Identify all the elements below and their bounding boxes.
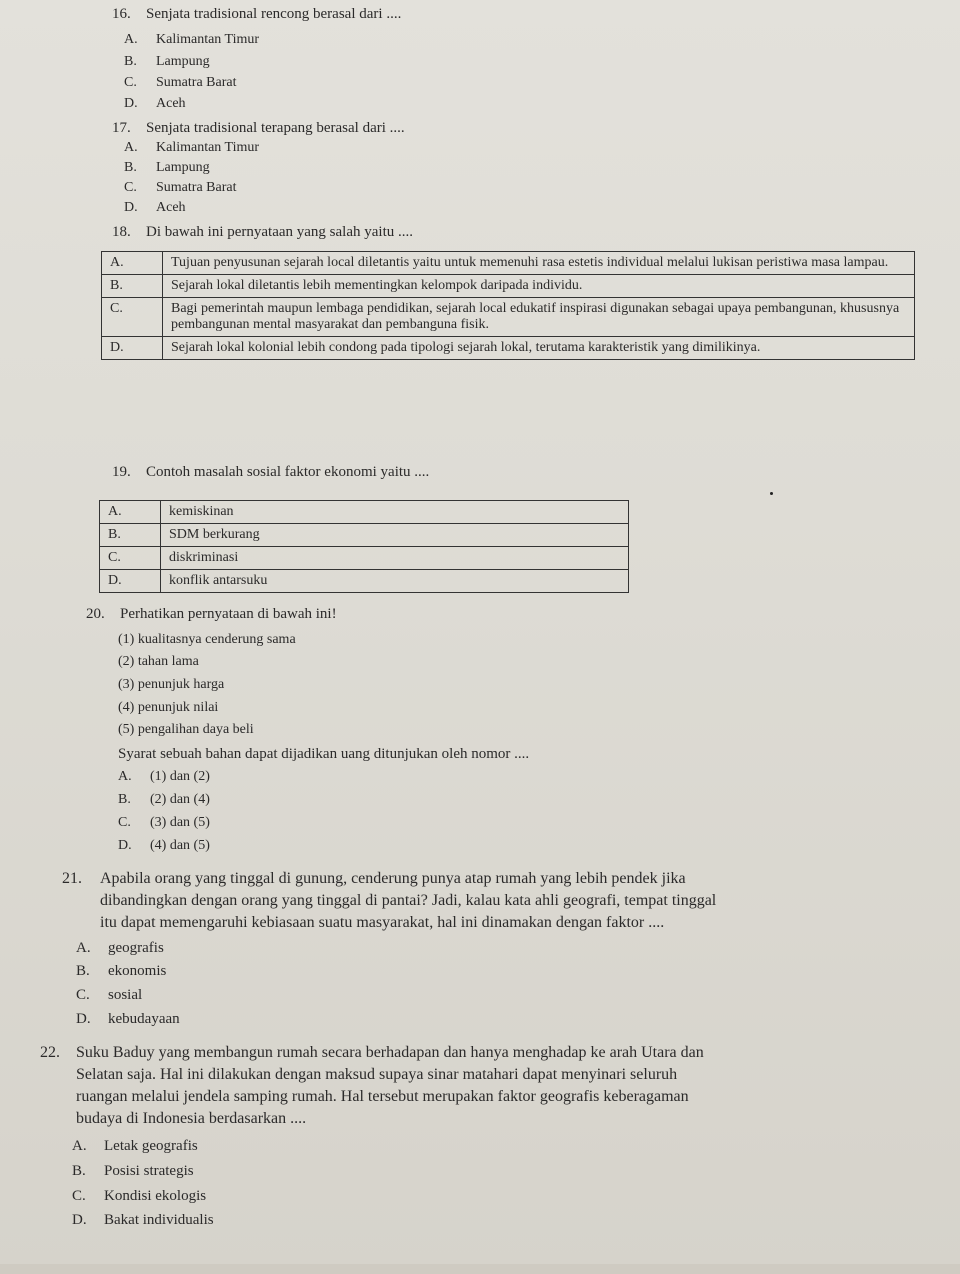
option-letter: B. — [118, 792, 131, 807]
table-row[interactable] — [100, 570, 629, 593]
question-18-text: Di bawah ini pernyataan yang salah yaitu .... — [146, 224, 413, 240]
question-16-option-c[interactable] — [124, 75, 236, 91]
question-21-option-b[interactable] — [76, 963, 166, 980]
option-letter: C. — [124, 75, 137, 90]
option-letter: D. — [100, 570, 161, 593]
table-row[interactable] — [102, 252, 915, 275]
option-letter: B. — [124, 160, 137, 175]
question-20-option-d[interactable] — [118, 838, 210, 854]
option-text: (4) dan (5) — [150, 838, 210, 853]
question-21-option-c[interactable] — [76, 987, 142, 1004]
option-text: Lampung — [156, 54, 210, 69]
option-letter: D. — [118, 838, 132, 853]
option-text: Sumatra Barat — [156, 75, 237, 90]
question-17-option-a[interactable] — [124, 140, 259, 156]
question-20-prompt: Syarat sebuah bahan dapat dijadikan uang ditunjukan oleh nomor .... — [118, 746, 530, 762]
option-text: ekonomis — [108, 963, 167, 979]
option-letter: A. — [124, 32, 138, 47]
option-text: kemiskinan — [161, 501, 629, 524]
question-22-option-b[interactable] — [72, 1163, 194, 1180]
option-text: Posisi strategis — [104, 1163, 194, 1179]
question-22-line: Selatan saja. Hal ini dilakukan dengan maksud supaya sinar matahari dapat menyinari seluruh — [76, 1066, 678, 1083]
option-letter: D. — [102, 337, 163, 360]
option-letter: A. — [118, 769, 132, 784]
statement-4: (4) penunjuk nilai — [118, 700, 219, 715]
speck-dot — [770, 492, 773, 495]
option-text: Sumatra Barat — [156, 180, 237, 195]
question-22-line: ruangan melalui jendela samping rumah. Hal tersebut merupakan faktor geografis keberagaman — [76, 1088, 689, 1105]
option-letter: B. — [102, 275, 163, 298]
option-text: SDM berkurang — [161, 524, 629, 547]
option-text: diskriminasi — [161, 547, 629, 570]
statement-5: (5) pengalihan daya beli — [118, 722, 254, 737]
option-letter: C. — [72, 1188, 86, 1204]
question-21-option-a[interactable] — [76, 940, 164, 957]
option-text: (3) dan (5) — [150, 815, 210, 830]
option-letter: B. — [100, 524, 161, 547]
option-text: Aceh — [156, 200, 186, 215]
question-17-option-c[interactable] — [124, 180, 236, 196]
question-22-line: budaya di Indonesia berdasarkan .... — [76, 1110, 307, 1127]
question-20-option-c[interactable] — [118, 815, 210, 831]
option-text: (2) dan (4) — [150, 792, 210, 807]
question-21-text — [100, 868, 952, 934]
option-letter: A. — [102, 252, 163, 275]
table-row[interactable] — [102, 298, 915, 337]
question-17-option-d[interactable] — [124, 200, 186, 216]
option-letter: C. — [100, 547, 161, 570]
question-22-number: 22. — [40, 1044, 60, 1061]
option-text: Sejarah lokal kolonial lebih condong pada tipologi sejarah lokal, terutama karakteristik yang dimilikinya. — [163, 337, 915, 360]
question-21-line: itu dapat memengaruhi kebiasaan suatu masyarakat, hal ini dinamakan dengan faktor .... — [100, 914, 665, 931]
option-text: Sejarah lokal diletantis lebih mementingkan kelompok daripada individu. — [163, 275, 915, 298]
option-text: geografis — [108, 940, 164, 956]
question-17-number: 17. — [112, 120, 131, 136]
option-text: Bagi pemerintah maupun lembaga pendidikan, sejarah local edukatif inspirasi digunakan sebagai upaya pembangunan, khususnya pembangunan mental masyarakat dan pembanguna fisik. — [163, 298, 915, 337]
question-16-number: 16. — [112, 6, 131, 22]
option-letter: D. — [76, 1011, 91, 1027]
question-18-table — [101, 251, 915, 360]
question-19-text: Contoh masalah sosial faktor ekonomi yaitu .... — [146, 464, 430, 480]
question-21-number: 21. — [62, 870, 82, 887]
question-20-option-a[interactable] — [118, 769, 210, 785]
question-22-option-c[interactable] — [72, 1188, 206, 1205]
option-text: Kalimantan Timur — [156, 32, 260, 47]
question-16-text: Senjata tradisional rencong berasal dari .... — [146, 6, 402, 22]
statement-3: (3) penunjuk harga — [118, 677, 225, 692]
option-letter: A. — [124, 140, 138, 155]
question-21-line: dibandingkan dengan orang yang tinggal di pantai? Jadi, kalau kata ahli geografi, tempat tinggal — [100, 892, 717, 909]
table-row[interactable] — [100, 501, 629, 524]
option-text: (1) dan (2) — [150, 769, 210, 784]
statement-2: (2) tahan lama — [118, 654, 199, 669]
option-text: Lampung — [156, 160, 210, 175]
option-letter: A. — [76, 940, 91, 956]
option-letter: A. — [100, 501, 161, 524]
question-20-text: Perhatikan pernyataan di bawah ini! — [120, 606, 337, 622]
option-letter: C. — [76, 987, 90, 1003]
question-18-number: 18. — [112, 224, 131, 240]
option-letter: D. — [124, 96, 138, 111]
table-row[interactable] — [100, 524, 629, 547]
table-row[interactable] — [102, 275, 915, 298]
question-16-option-b[interactable] — [124, 54, 210, 70]
option-letter: B. — [72, 1163, 86, 1179]
question-22-text — [76, 1042, 952, 1130]
question-22-option-d[interactable] — [72, 1212, 214, 1229]
option-text: kebudayaan — [108, 1011, 180, 1027]
question-17-text: Senjata tradisional terapang berasal dari .... — [146, 120, 405, 136]
question-17-option-b[interactable] — [124, 160, 210, 176]
option-letter: D. — [124, 200, 138, 215]
option-text: sosial — [108, 987, 143, 1003]
option-letter: B. — [124, 54, 137, 69]
question-19-table — [99, 500, 629, 593]
page-bottom-edge — [0, 1264, 960, 1274]
option-text: Kondisi ekologis — [104, 1188, 207, 1204]
option-letter: C. — [118, 815, 131, 830]
option-letter: C. — [102, 298, 163, 337]
question-16-option-d[interactable] — [124, 96, 186, 112]
question-22-option-a[interactable] — [72, 1138, 198, 1155]
option-text: Kalimantan Timur — [156, 140, 260, 155]
question-22-line: Suku Baduy yang membangun rumah secara berhadapan dan hanya menghadap ke arah Utara dan — [76, 1044, 704, 1061]
table-row[interactable] — [102, 337, 915, 360]
option-letter: A. — [72, 1138, 87, 1154]
option-text: konflik antarsuku — [161, 570, 629, 593]
option-letter: B. — [76, 963, 90, 979]
question-20-number: 20. — [86, 606, 105, 622]
option-letter: C. — [124, 180, 137, 195]
option-text: Tujuan penyusunan sejarah local diletantis yaitu untuk memenuhi rasa estetis individual melalui lukisan peristiwa masa lampau. — [163, 252, 915, 275]
question-21-line: Apabila orang yang tinggal di gunung, cenderung punya atap rumah yang lebih pendek jika — [100, 870, 686, 887]
option-text: Aceh — [156, 96, 186, 111]
table-row[interactable] — [100, 547, 629, 570]
statement-1: (1) kualitasnya cenderung sama — [118, 632, 296, 647]
question-16-option-a[interactable] — [124, 32, 259, 48]
question-21-option-d[interactable] — [76, 1011, 180, 1028]
option-letter: D. — [72, 1212, 87, 1228]
question-19-number: 19. — [112, 464, 131, 480]
question-20-option-b[interactable] — [118, 792, 210, 808]
option-text: Letak geografis — [104, 1138, 198, 1154]
option-text: Bakat individualis — [104, 1212, 214, 1228]
